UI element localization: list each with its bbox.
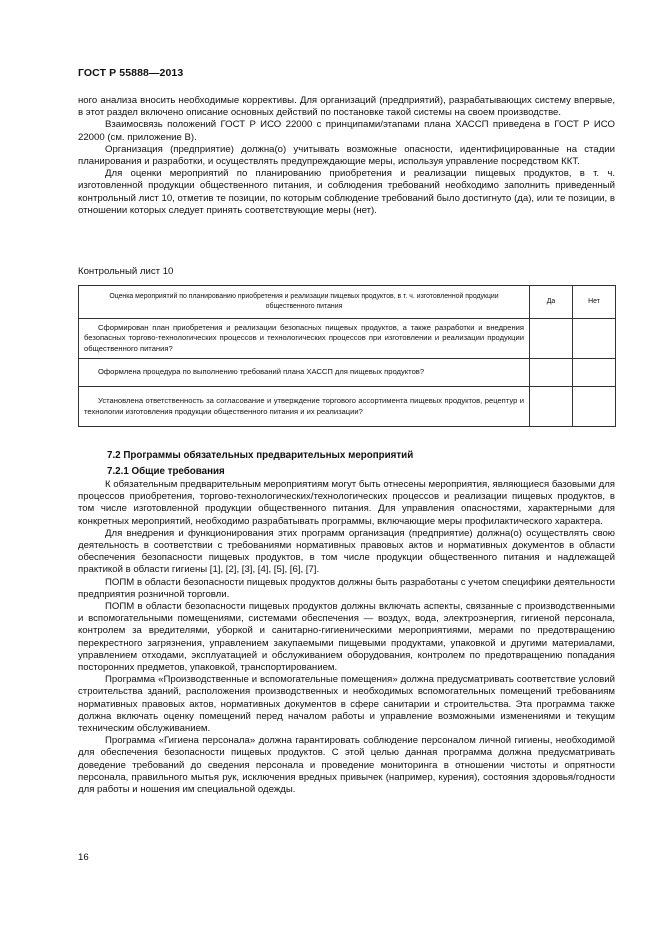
paragraph: К обязательным предварительным мероприятиям могут быть отнесены мероприятия, являющиеся базовыми для процессов приобретения, торгово-технологических/технологических процессов и реализации пищевых продуктов, в том числе изготовленной продукции общественного питания. Для управления опасностями, характерными для конкретных мероприятий, необходимо разрабатывать программы, включающие меры профилактического характера. (78, 479, 615, 527)
table-row (79, 359, 616, 387)
paragraph: ПОПМ в области безопасности пищевых продуктов должны включать аспекты, связанные с производственными и вспомогательными помещениями, системами обеспечения — воздух, вода, электроэнергия, гигиеной персонала, контролем за вредителями, уборкой и санитарно-гигиеническими мероприятиями, мерами по предотвращению перекрестного загрязнения, управлением закупаемыми пищевыми продуктами, упаковкой и другими материалами, управлением отходами, эксплуатацией и обслуживанием оборудования, контролем по предотвращению попадания посторонних предметов, упаковкой, транспортированием. (78, 601, 615, 674)
no-cell[interactable] (573, 319, 616, 359)
checklist-table (78, 285, 616, 427)
table-row (79, 387, 616, 427)
section-heading: 7.2 Программы обязательных предварительных мероприятий (107, 450, 414, 461)
subsection-heading: 7.2.1 Общие требования (107, 466, 225, 477)
yes-cell[interactable] (530, 319, 573, 359)
yes-cell[interactable] (530, 387, 573, 427)
paragraph: ПОПМ в области безопасности пищевых продуктов должны быть разработаны с учетом специфики деятельности предприятия розничной торговли. (78, 576, 615, 600)
question-cell: Установлена ответственность за согласование и утверждение торгового ассортимента пищевых продуктов, рецептур и технологии изготовления продукции общественного питания и их реализации? (79, 387, 530, 427)
paragraph: Для внедрения и функционирования этих программ организация (предприятие) должна(о) осуществлять свою деятельность в соответствии с требованиями нормативных правовых актов и нормативных документов в области обеспечения безопасности пищевых продуктов, в том числе продукции общественного питания и надлежащей практикой в области гигиены [1], [2], [3], [4], [5], [6], [7]. (78, 527, 615, 576)
paragraph: Для оценки мероприятий по планированию приобретения и реализации пищевых продуктов, в т. ч. изготовленной продукции общественного питания, и соблюдения требований необходимо заполнить приведенный контрольный лист 10, отметив те позиции, по которым соблюдение требований было достигнуто (да), или те позиции, в отношении которых следует принять соответствующие меры (нет). (78, 168, 615, 216)
intro-text (78, 95, 615, 217)
no-cell[interactable] (573, 387, 616, 427)
table-header-row (79, 286, 616, 319)
column-header-question: Оценка мероприятий по планированию приобретения и реализации пищевых продуктов, в т. ч. изготовленной продукции общественного питания (79, 286, 530, 319)
no-cell[interactable] (573, 359, 616, 387)
paragraph: Организация (предприятие) должна(о) учитывать возможные опасности, идентифицированные на стадии планирования и разработки, и осуществлять предупреждающие меры, используя управление посредством ККТ. (78, 143, 615, 168)
section-text (78, 479, 615, 796)
question-cell: Оформлена процедура по выполнению требований плана ХАССП для пищевых продуктов? (79, 359, 530, 387)
question-cell: Сформирован план приобретения и реализации безопасных пищевых продуктов, а также разработки и внедрения безопасных торгово-технологических процессов и технологических процессов при изготовлении и реализации продукции общественного питания? (79, 319, 530, 359)
table-row (79, 319, 616, 359)
column-header-yes: Да (530, 286, 573, 319)
page-number: 16 (78, 852, 89, 863)
paragraph: Взаимосвязь положений ГОСТ Р ИСО 22000 с принципами/этапами плана ХАССП приведена в ГОСТ Р ИСО 22000 (см. приложение В). (78, 119, 615, 143)
paragraph: Программа «Производственные и вспомогательные помещения» должна предусматривать соответствие условий строительства зданий, расположения производственных и необходимых вспомогательных помещений требованиям нормативных правовых актов, нормативных документов в сфере санитарии и строительства. Эта программа также должна включать оценку помещений перед началом работы и управление возможными изменениями и текущим техническим обслуживанием. (78, 674, 615, 735)
paragraph: ного анализа вносить необходимые коррективы. Для организаций (предприятий), разрабатывающих систему впервые, в этот раздел включено описание основных действий по постановке такой системы на своем производстве. (78, 95, 615, 119)
document-header: ГОСТ Р 55888—2013 (78, 67, 184, 79)
checklist-caption: Контрольный лист 10 (78, 266, 174, 277)
column-header-no: Нет (573, 286, 616, 319)
yes-cell[interactable] (530, 359, 573, 387)
paragraph: Программа «Гигиена персонала» должна гарантировать соблюдение персоналом личной гигиены, необходимой для обеспечения безопасности пищевых продуктов. С этой целью данная программа должна предусматривать доведение требований до сведения персонала и проведение мониторинга в отношении чистоты и опрятности персонала, правильного мытья рук, исключения вредных привычек (например, курения), состояния здоровья/годности для работы и ношения им специальной одежды. (78, 735, 615, 796)
